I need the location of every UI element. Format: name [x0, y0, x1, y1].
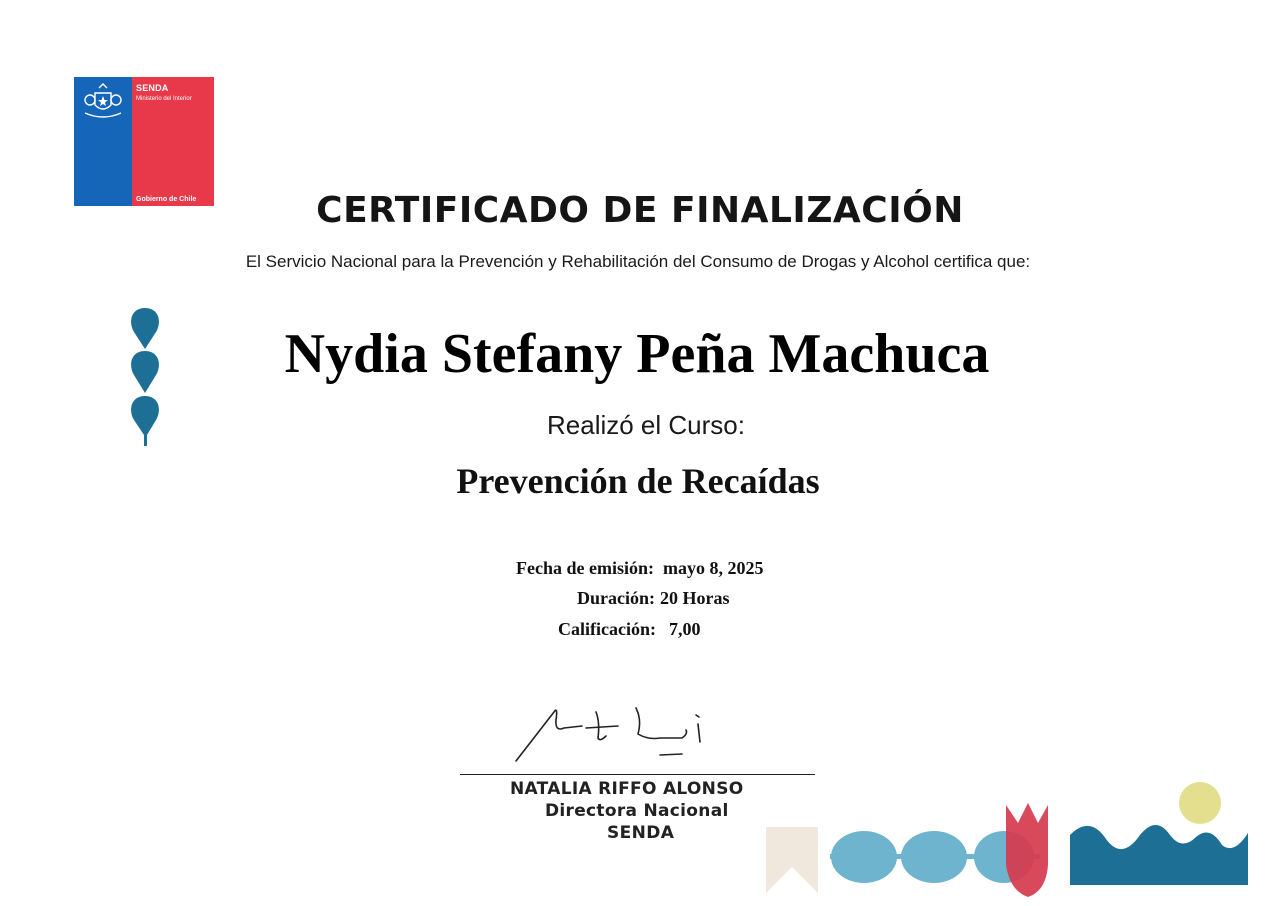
duration-value: 20 Horas [660, 588, 730, 608]
coat-of-arms-icon [80, 83, 126, 121]
bunting-flag-icon [766, 827, 818, 893]
signer-role: Directora Nacional [545, 801, 729, 821]
course-name: Prevención de Recaídas [456, 461, 820, 501]
logo-government: Gobierno de Chile [136, 196, 197, 203]
logo-red-block [132, 77, 214, 206]
grade-label: Calificación: [558, 619, 656, 639]
issue-date-label: Fecha de emisión: [516, 558, 654, 578]
grade-row [558, 619, 700, 640]
duration-label: Duración: [577, 588, 655, 608]
senda-logo [74, 77, 214, 206]
tulip-icon [1006, 803, 1048, 897]
logo-ministry: Ministerio del Interior [136, 96, 192, 102]
recipient-name: Nydia Stefany Peña Machuca [284, 323, 990, 385]
waves-icon [1070, 825, 1248, 885]
issue-date-value: mayo 8, 2025 [662, 558, 764, 578]
signer-name: NATALIA RIFFO ALONSO [510, 779, 744, 799]
certificate-title: CERTIFICADO DE FINALIZACIÓN [316, 190, 964, 231]
grade-value: 7,00 [668, 619, 701, 639]
logo-blue-block [74, 77, 132, 206]
bottom-decoration [760, 775, 1260, 900]
course-intro: Realizó el Curso: [547, 410, 745, 440]
signer-org: SENDA [607, 823, 675, 843]
logo-org: SENDA [136, 83, 169, 93]
issue-date-row [516, 558, 763, 579]
drop-chain-icon [120, 305, 170, 450]
certificate-intro: El Servicio Nacional para la Prevención y Rehabilitación del Consumo de Drogas y Alcohol certifica que: [245, 252, 1031, 271]
sun-icon [1179, 782, 1221, 824]
duration-row [577, 588, 730, 609]
handwritten-signature [510, 698, 710, 768]
